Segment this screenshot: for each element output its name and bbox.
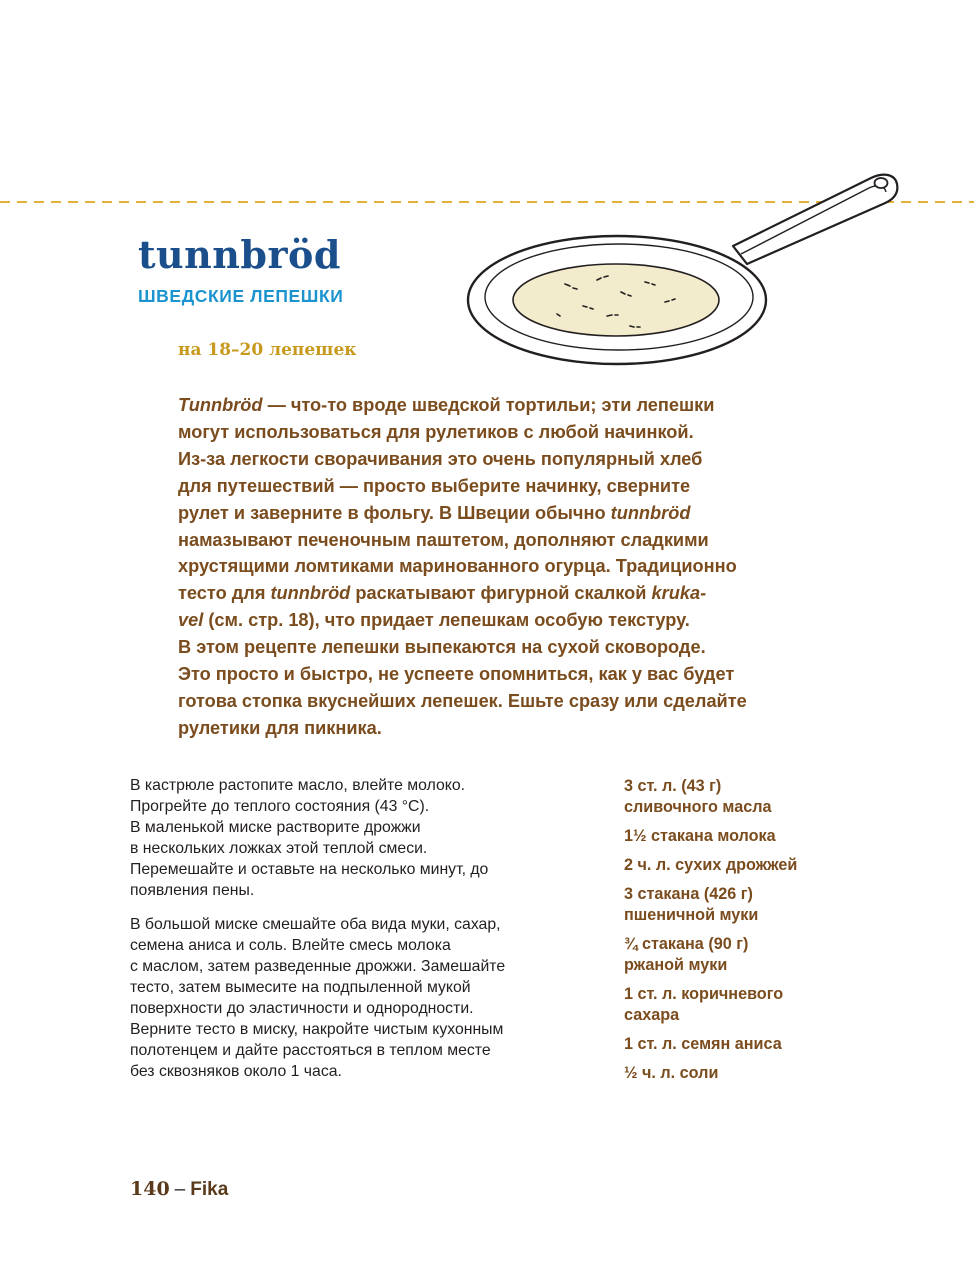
ingredient-line: 1 ст. л. семян аниса bbox=[624, 1035, 782, 1053]
page-number: 140 bbox=[130, 1178, 170, 1200]
ingredient-item bbox=[624, 1063, 944, 1084]
intro-line bbox=[178, 580, 858, 607]
intro-emphasis: vel bbox=[178, 610, 204, 631]
method-step-2 bbox=[130, 915, 600, 1082]
ingredient-line: 2 ч. л. сухих дрожжей bbox=[624, 856, 798, 874]
ingredient-line: 3 ст. л. (43 г) bbox=[624, 777, 722, 795]
intro-line: намазывают печеночным паштетом, дополняют сладкими bbox=[178, 529, 709, 550]
method-line: В кастрюле растопите масло, влейте молоко. bbox=[130, 777, 466, 794]
method-step-1 bbox=[130, 776, 600, 901]
ingredient-line: ¾ стакана (90 г) bbox=[624, 935, 749, 953]
ingredient-line: ржаной муки bbox=[624, 956, 728, 974]
page-footer bbox=[130, 1178, 228, 1201]
method-line: в нескольких ложках этой теплой смеси. bbox=[130, 839, 428, 857]
intro-line: могут использоваться для рулетиков с любой начинкой. bbox=[178, 421, 694, 442]
ingredient-item bbox=[624, 826, 944, 847]
ingredient-item bbox=[624, 776, 944, 818]
ingredient-item bbox=[624, 855, 944, 876]
ingredient-item bbox=[624, 934, 944, 976]
book-title: Fika bbox=[190, 1179, 229, 1200]
ingredients-list bbox=[624, 776, 944, 1092]
method-line: с маслом, затем разведенные дрожжи. Замешайте bbox=[130, 958, 506, 976]
method-line: полотенцем и дайте расстояться в теплом месте bbox=[130, 1041, 491, 1059]
ingredient-item bbox=[624, 884, 944, 926]
method-line: Прогрейте до теплого состояния (43 °С). bbox=[130, 797, 430, 815]
intro-text: тесто для bbox=[178, 583, 271, 604]
recipe-title: tunnbröd bbox=[138, 232, 341, 277]
intro-line: Это просто и быстро, не успеете опомниться, как у вас будет bbox=[178, 664, 735, 685]
method-line: поверхности до эластичности и однородности. bbox=[130, 1000, 474, 1018]
intro-emphasis: tunnbröd bbox=[270, 583, 351, 604]
intro-line: для путешествий — просто выберите начинку, сверните bbox=[178, 475, 691, 496]
intro-text: (см. стр. 18), что придает лепешкам особую текстуру. bbox=[203, 610, 690, 631]
frying-pan-illustration bbox=[465, 168, 935, 368]
intro-text: раскатывают фигурной скалкой bbox=[350, 583, 652, 604]
ingredient-line: 3 стакана (426 г) bbox=[624, 885, 753, 903]
intro-line: хрустящими ломтиками маринованного огурца. Традиционно bbox=[178, 556, 737, 577]
footer-dash: – bbox=[174, 1179, 186, 1200]
method-line: появления пены. bbox=[130, 881, 255, 899]
intro-emphasis: tunnbröd bbox=[610, 502, 691, 523]
method-line: В маленькой миске растворите дрожжи bbox=[130, 818, 421, 836]
intro-line: В этом рецепте лепешки выпекаются на сухой сковороде. bbox=[178, 637, 706, 658]
ingredient-line: сливочного масла bbox=[624, 798, 772, 816]
method-line: без сквозняков около 1 часа. bbox=[130, 1062, 342, 1080]
intro-emphasis: Tunnbröd bbox=[178, 395, 263, 415]
intro-text: рулет и заверните в фольгу. В Швеции обычно bbox=[178, 502, 611, 523]
method-line: семена аниса и соль. Влейте смесь молока bbox=[130, 937, 451, 955]
recipe-yield: на 18–20 лепешек bbox=[178, 340, 357, 360]
intro-line: готова стопка вкуснейших лепешек. Ешьте сразу или сделайте bbox=[178, 690, 747, 711]
ingredient-line: ½ ч. л. соли bbox=[624, 1064, 719, 1082]
recipe-subtitle: ШВЕДСКИЕ ЛЕПЕШКИ bbox=[138, 286, 344, 306]
intro-line: Из-за легкости сворачивания это очень популярный хлеб bbox=[178, 448, 703, 469]
method-line: Перемешайте и оставьте на несколько минут, до bbox=[130, 860, 489, 878]
ingredient-item bbox=[624, 1034, 944, 1055]
ingredient-line: пшеничной муки bbox=[624, 906, 759, 924]
ingredient-line: 1½ стакана молока bbox=[624, 827, 776, 845]
intro-emphasis: kruka- bbox=[651, 583, 707, 604]
ingredient-item bbox=[624, 984, 944, 1026]
method-instructions bbox=[130, 776, 600, 1097]
intro-line bbox=[178, 500, 858, 527]
ingredient-line: 1 ст. л. коричневого bbox=[624, 985, 784, 1003]
intro-paragraph bbox=[178, 392, 858, 742]
intro-text: — что-то вроде шведской тортильи; эти лепешки bbox=[262, 395, 715, 415]
intro-line bbox=[178, 607, 858, 634]
method-line: тесто, затем вымесите на подпыленной мукой bbox=[130, 979, 471, 997]
ingredient-line: сахара bbox=[624, 1006, 680, 1024]
method-line: Верните тесто в миску, накройте чистым кухонным bbox=[130, 1020, 504, 1038]
intro-line bbox=[178, 392, 858, 419]
intro-line: рулетики для пикника. bbox=[178, 717, 382, 738]
method-line: В большой миске смешайте оба вида муки, сахар, bbox=[130, 916, 501, 934]
